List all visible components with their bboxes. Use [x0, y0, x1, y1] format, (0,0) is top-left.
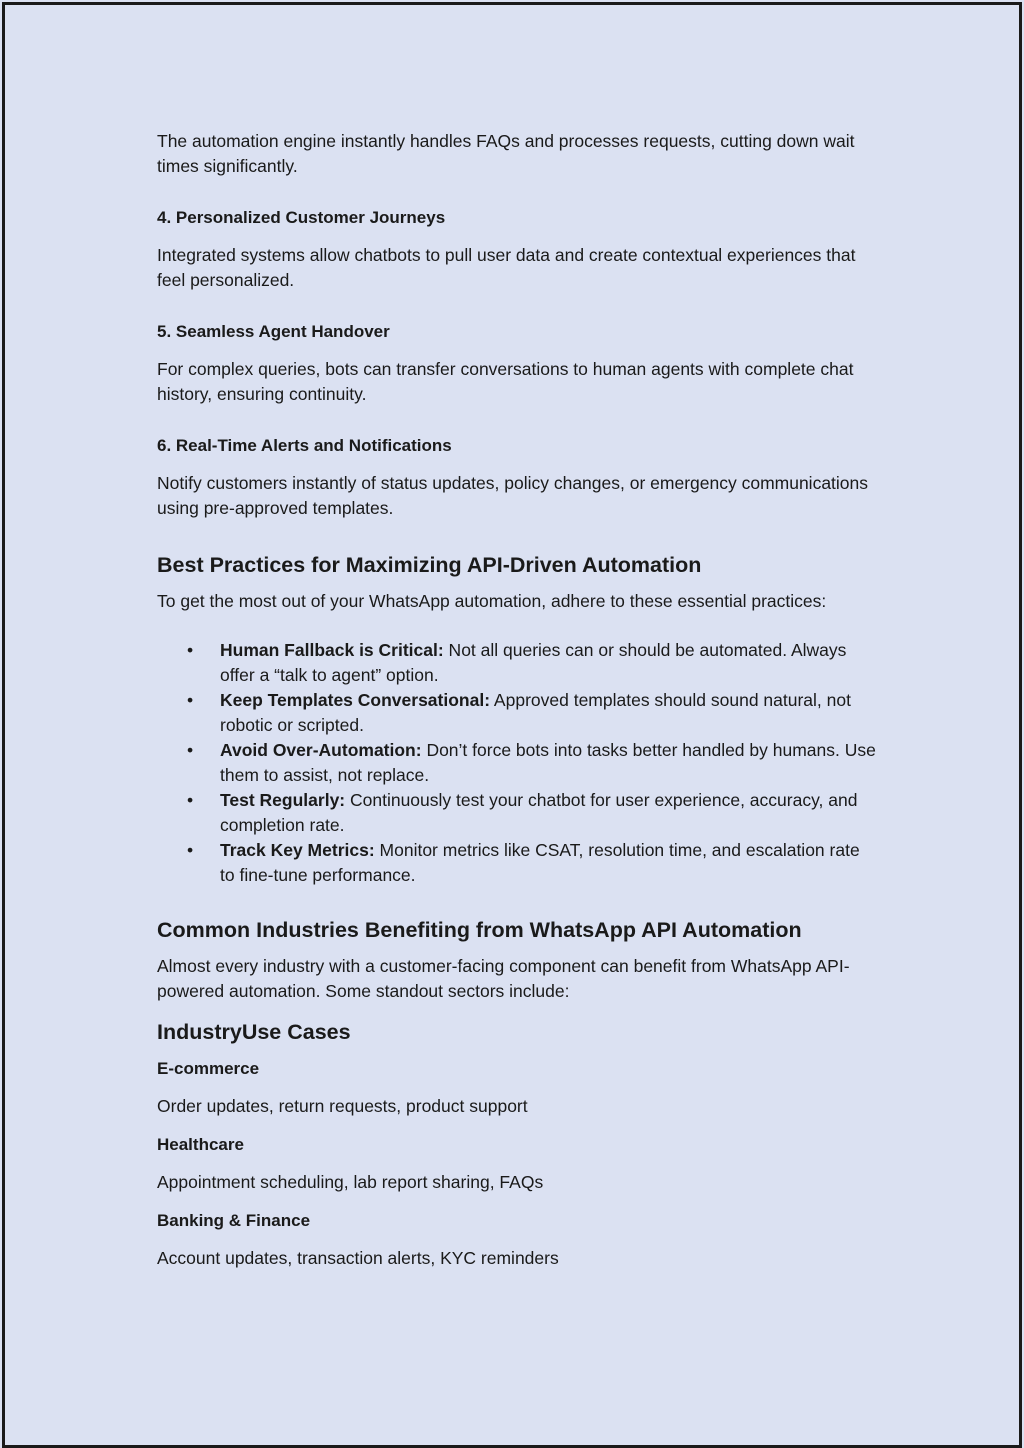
bullet: • [187, 790, 194, 810]
industry-use-cases: Account updates, transaction alerts, KYC reminders [157, 1248, 559, 1268]
section-body: Integrated systems allow chatbots to pull user data and create contextual experiences that feel personalized. [157, 245, 856, 290]
list-item [157, 688, 877, 738]
item-label: Human Fallback is Critical: [220, 640, 444, 660]
industry-name: Healthcare [157, 1135, 244, 1154]
item-text: Approved templates should sound natural, not robotic or scripted. [220, 690, 851, 735]
item-text: Monitor metrics like CSAT, resolution time, and escalation rate to fine-tune performance. [220, 840, 860, 885]
item-label: Track Key Metrics: [220, 840, 375, 860]
best-practices-list [157, 638, 877, 888]
section-body: For complex queries, bots can transfer conversations to human agents with complete chat history, ensuring continuity. [157, 359, 854, 404]
item-label: Test Regularly: [220, 790, 346, 810]
best-practices-heading: Best Practices for Maximizing API-Driven Automation [157, 553, 702, 577]
section-5 [157, 319, 877, 407]
list-item [157, 638, 877, 688]
section-heading: 5. Seamless Agent Handover [157, 322, 390, 341]
bullet: • [187, 840, 194, 860]
item-text: Not all queries can or should be automated. Always offer a “talk to agent” option. [220, 640, 847, 685]
section-6 [157, 433, 877, 521]
industry-table-header: IndustryUse Cases [157, 1020, 351, 1044]
bullet: • [187, 690, 194, 710]
item-text: Continuously test your chatbot for user experience, accuracy, and completion rate. [220, 790, 858, 835]
item-label: Keep Templates Conversational: [220, 690, 491, 710]
bullet: • [187, 640, 194, 660]
best-practices-intro: To get the most out of your WhatsApp automation, adhere to these essential practices: [157, 591, 827, 611]
intro-paragraph: The automation engine instantly handles FAQs and processes requests, cutting down wait times significantly. [157, 131, 855, 176]
section-heading: 4. Personalized Customer Journeys [157, 208, 446, 227]
list-item [157, 788, 877, 838]
document-page [2, 2, 1022, 1448]
industries-heading: Common Industries Benefiting from WhatsApp API Automation [157, 918, 802, 942]
list-item [157, 838, 877, 888]
section-body: Notify customers instantly of status updates, policy changes, or emergency communications using pre-approved templates. [157, 473, 869, 518]
industry-use-cases: Appointment scheduling, lab report sharing, FAQs [157, 1172, 544, 1192]
item-label: Avoid Over-Automation: [220, 740, 422, 760]
bullet: • [187, 740, 194, 760]
industry-name: Banking & Finance [157, 1211, 311, 1230]
industry-name: E-commerce [157, 1059, 260, 1078]
section-heading: 6. Real-Time Alerts and Notifications [157, 436, 452, 455]
list-item [157, 738, 877, 788]
industries-intro: Almost every industry with a customer-facing component can benefit from WhatsApp API-powered automation. Some standout sectors include: [157, 956, 850, 1001]
item-text: Don’t force bots into tasks better handled by humans. Use them to assist, not replace. [220, 740, 876, 785]
industry-use-cases: Order updates, return requests, product support [157, 1096, 528, 1116]
document-content [157, 129, 877, 1271]
section-4 [157, 205, 877, 293]
